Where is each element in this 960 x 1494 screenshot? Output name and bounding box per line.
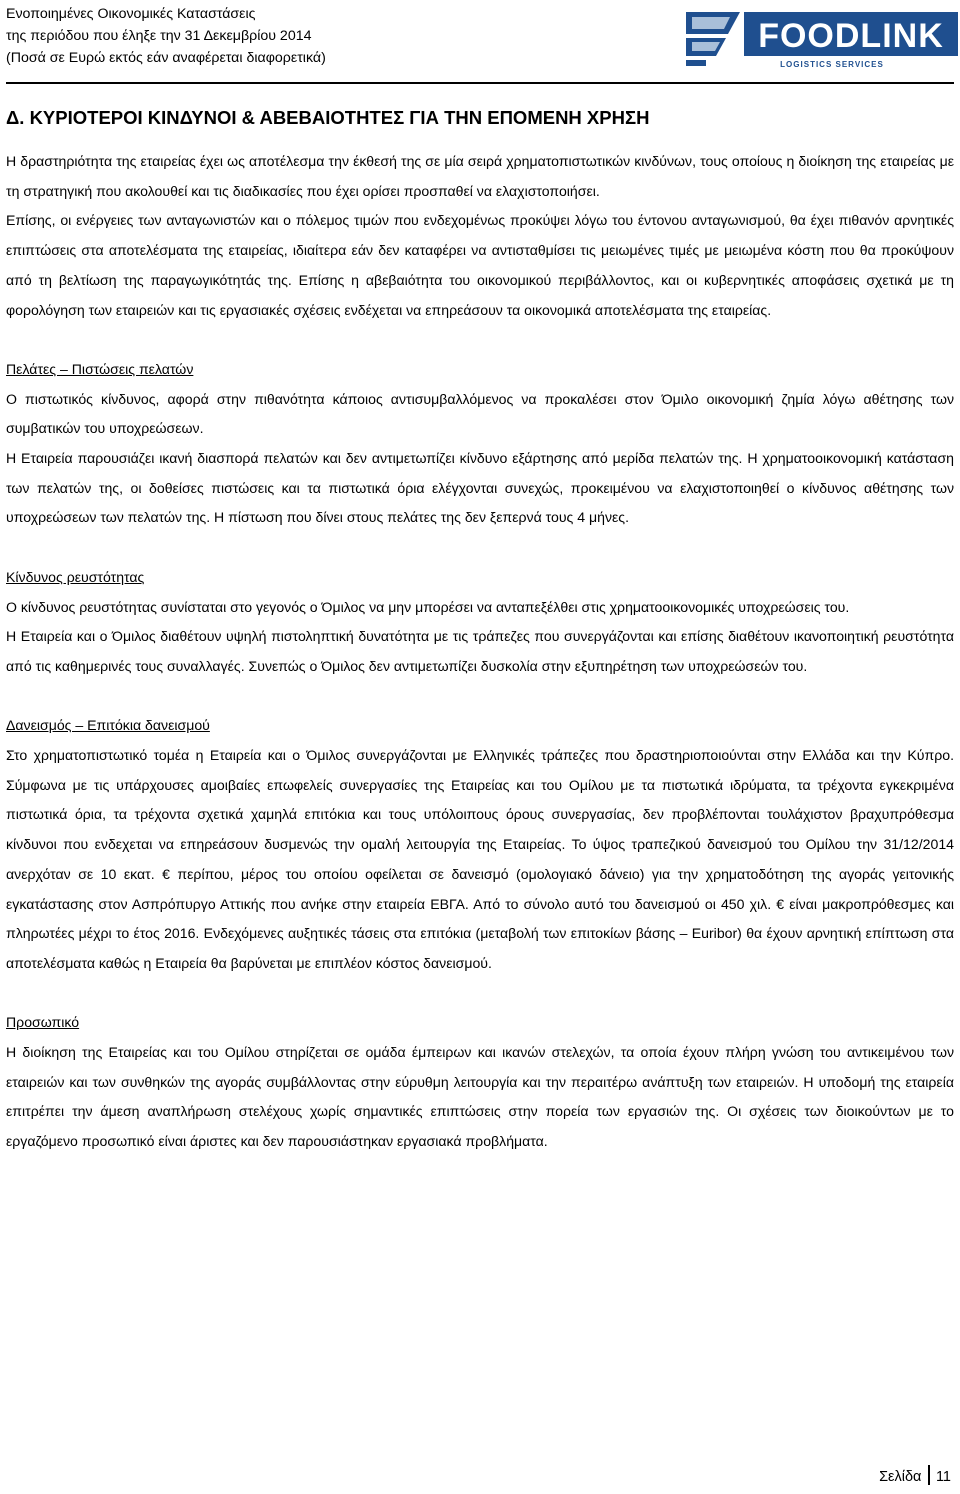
credit-risk-heading: Πελάτες – Πιστώσεις πελατών <box>6 360 194 377</box>
liquidity-risk-paragraph-1: Ο κίνδυνος ρευστότητας συνίσταται στο γεγονός ο Όμιλος να μην μπορέσει να ανταπεξέλθει στις χρηματοοικονομικές υποχρεώσεις του. <box>6 598 850 615</box>
credit-risk-paragraph-2: Η Εταιρεία παρουσιάζει ικανή διασπορά πελατών και δεν αντιμετωπίζει κίνδυνο εξάρτησης από μερίδα πελατών της. Η χρηματοοικονομική κατάσταση των πελατών της, οι δοθείσες πιστώσεις και τα πιστωτικά όρια ελέγχονται συνεχώς, προκειμένου να ελαχιστοποιηθεί ο κίνδυνος αθέτησης των υποχρεώσεων των πελατών της. Η πίστωση που δίνει στους πελάτες της δεν ξεπερνά τους 4 μήνες. <box>6 450 954 526</box>
document-body <box>6 106 954 1157</box>
page-header <box>6 0 954 80</box>
borrowing-paragraph: Στο χρηματοπιστωτικό τομέα η Εταιρεία και ο Όμιλος συνεργάζονται με Ελληνικές τράπεζες που δραστηριοποιούνται στην Ελλάδα και την Κύπρο. Σύμφωνα με τις υπάρχουσες αμοιβαίες επωφελείς συνεργασίες της Εταιρείας και του Ομίλου με τα πιστωτικά ιδρύματα, τα τρέχοντα εγκεκριμένα πιστωτικά όρια, τα τρέχοντα σχετικά χαμηλά επιτόκια και τους υπόλοιπους όρους συνεργασίας, δεν προβλέπονται τουλάχιστον βραχυπρόθεσμα κίνδυνοι που ενδεχεται να επηρεάσουν δυσμενώς την ομαλή λειτουργία της Εταιρείας. Το ύψος τραπεζικού δανεισμού του Ομίλου την 31/12/2014 ανερχόταν σε 10 εκατ. € περίπου, μέρος του οποίου οφείλεται σε δανεισμό (ομολογιακό δάνειο) για την χρηματοδότηση της αγοράς γειτονικής εγκατάστασης στον Ασπρόπυργο Αττικής που ανήκε στην εταιρεία ΕΒΓΑ. Από το σύνολο αυτό του δανεισμού οι 450 χιλ. € είναι μακροπρόθεσμες και πληρωτέες μέχρι το έτος 2016. Ενδεχόμενες αυξητικές τάσεις στα επιτόκια (μεταβολή των επιτοκίων βάσης – Euribor) θα έχουν αρνητική επίπτωση στα αποτελέσματα καθώς η Εταιρεία θα βαρύνεται με επιπλέον κόστος δανεισμού. <box>6 747 954 971</box>
intro-paragraph-1: Η δραστηριότητα της εταιρείας έχει ως αποτέλεσμα την έκθεσή της σε μία σειρά χρηματοπιστωτικών κινδύνων, τους οποίους η διοίκηση της εταιρείας με τη στρατηγική που ακολουθεί και τις διαδικασίες που έχει ορίσει προσπαθεί να ελαχιστοποιήσει. <box>6 153 954 199</box>
borrowing-heading: Δανεισμός – Επιτόκια δανεισμού <box>6 717 210 734</box>
header-divider <box>6 82 954 84</box>
personnel-paragraph: Η διοίκηση της Εταιρείας και του Ομίλου στηρίζεται σε ομάδα έμπειρων και ικανών στελεχών, τα οποία έχουν πλήρη γνώση του αντικειμένου των εταιρειών και των συνθηκών της αγοράς συμβάλλοντας στην εύρυθμη λειτουργία και την περαιτέρω ανάπτυξη των εταιρειών. Η υποδομή της εταιρεία επιτρέπει την άμεση αναπλήρωση στελέχους χωρίς σημαντικές επιπτώσεις στην πορεία των εργασιών της. Οι σχέσεις των διοικούντων με το εργαζόμενο προσωπικό είναι άριστες και δεν παρουσιάστηκαν εργασιακά προβλήματα. <box>6 1044 954 1150</box>
section-title: Δ. ΚΥΡΙΟΤΕΡΟΙ ΚΙΝΔΥΝΟΙ & ΑΒΕΒΑΙΟΤΗΤΕΣ ΓΙΑ ΤΗΝ ΕΠΟΜΕΝΗ ΧΡΗΣΗ <box>6 107 650 128</box>
logo-mark <box>686 12 740 66</box>
page-footer <box>879 1465 951 1485</box>
intro-paragraph-2: Επίσης, οι ενέργειες των ανταγωνιστών και ο πόλεμος τιμών που ενδεχομένως προκύψει λόγω του έντονου ανταγωνισμού, θα έχει πιθανόν αρνητικές επιπτώσεις στα αποτελέσματα της εταιρείας, ιδιαίτερα εάν δεν καταφέρει να αντισταθμίσει τις μειωμένες τιμές με μειωμένα κόστη που θα προκύψουν από τη βελτίωση της παραγωγικότητάς της. Επίσης η αβεβαιότητα του οικονομικού περιβάλλοντος, και οι κυβερνητικές αποφάσεις σχετικά με τη φορολόγηση των εταιρειών και τις εργασιακές σχέσεις ενδέχεται να επηρεάσουν τα οικονομικά αποτελέσματα της εταιρείας. <box>6 212 954 318</box>
header-currency-note: (Ποσά σε Ευρώ εκτός εάν αναφέρεται διαφορετικά) <box>6 50 326 66</box>
page-label: Σελίδα <box>879 1469 922 1485</box>
page-separator <box>928 1465 930 1485</box>
personnel-heading: Προσωπικό <box>6 1014 80 1031</box>
liquidity-risk-heading: Κίνδυνος ρευστότητας <box>6 568 145 585</box>
logo-wordmark: FOODLINK <box>758 17 944 55</box>
header-title: Ενοποιημένες Οικονομικές Καταστάσεις <box>6 6 256 22</box>
liquidity-risk-paragraph-2: Η Εταιρεία και ο Όμιλος διαθέτουν υψηλή πιστοληπτική δυνατότητα με τις τράπεζες που συνεργάζονται και επίσης διαθέτουν ικανοποιητική ρευστότητα από τις καθημερινές τους συναλλαγές. Συνεπώς ο Όμιλος δεν αντιμετωπίζει δυσκολία στην εξυπηρέτηση των υποχρεώσεών του. <box>6 628 954 674</box>
page-number: 11 <box>935 1469 951 1485</box>
header-period: της περιόδου που έληξε την 31 Δεκεμβρίου 2014 <box>6 28 312 44</box>
logo-tagline: LOGISTICS SERVICES <box>780 60 884 69</box>
foodlink-logo <box>682 8 960 70</box>
credit-risk-paragraph-1: Ο πιστωτικός κίνδυνος, αφορά στην πιθανότητα κάποιος αντισυμβαλλόμενος να προκαλέσει στον Όμιλο οικονομική ζημία λόγω αθέτησης των συμβατικών του υποχρεώσεων. <box>6 390 954 437</box>
header-text <box>6 3 326 69</box>
